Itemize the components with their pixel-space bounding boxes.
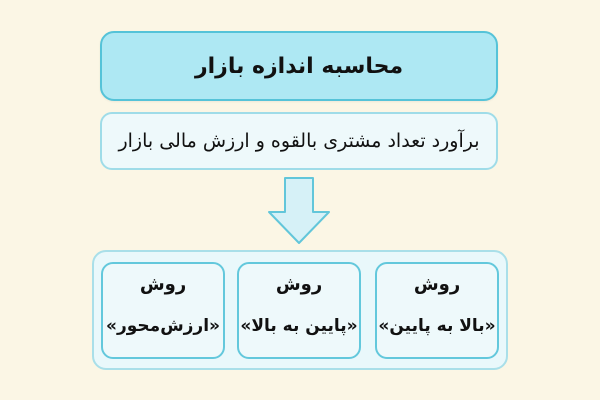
diagram-title: محاسبه اندازه بازار <box>194 53 404 79</box>
title-box <box>100 31 498 101</box>
subtitle-box <box>100 112 498 170</box>
method-name: «ارزش‌محور» <box>105 316 221 336</box>
method-name: «پایین به بالا» <box>240 316 358 336</box>
method-label: روش <box>139 274 187 295</box>
method-box-value-based <box>101 262 225 359</box>
method-name: «بالا به پایین» <box>378 316 496 336</box>
method-box-bottom-up <box>237 262 361 359</box>
down-arrow-icon <box>266 176 332 246</box>
diagram-subtitle: برآورد تعداد مشتری بالقوه و ارزش مالی بازار <box>118 130 480 152</box>
method-label: روش <box>413 274 461 295</box>
method-label: روش <box>275 274 323 295</box>
method-box-top-down <box>375 262 499 359</box>
